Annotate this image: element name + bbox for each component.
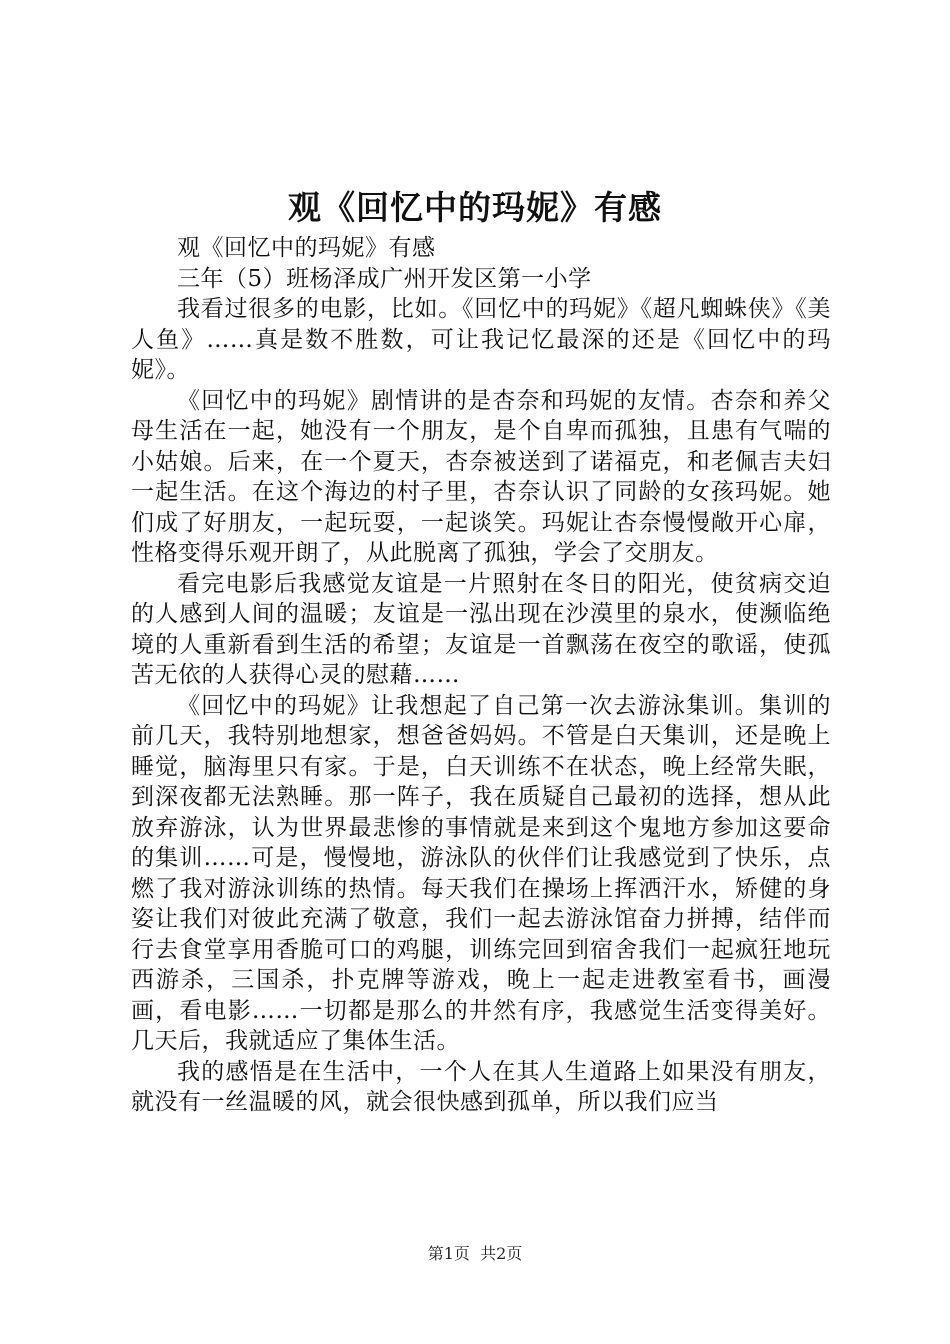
subtitle-paragraph: 观《回忆中的玛妮》有感 [177,235,436,261]
body-paragraph: 我的感悟是在生活中，一个人在其人生道路上如果没有朋友，就没有一丝温暖的风，就会很快感到孤单，所以我们应当 [131,1058,831,1115]
body-paragraph: 《回忆中的玛妮》剧情讲的是杏奈和玛妮的友情。杏奈和养父母生活在一起，她没有一个朋友，是个自卑而孤独，且患有气喘的小姑娘。后来，在一个夏天，杏奈被送到了诺福克，和老佩吉夫妇一起生活。在这个海边的村子里，杏奈认识了同龄的女孩玛妮。她们成了好朋友，一起玩耍，一起谈笑。玛妮让杏奈慢慢敞开心扉，性格变得乐观开朗了，从此脱离了孤独，学会了交朋友。 [131,387,831,566]
document-body [131,233,831,1118]
body-paragraph: 看完电影后我感觉友谊是一片照射在冬日的阳光，使贫病交迫的人感到人间的温暖；友谊是一泓出现在沙漠里的泉水，使濒临绝境的人重新看到生活的希望；友谊是一首飘荡在夜空的歌谣，使孤苦无依的人获得心灵的慰藉…… [131,570,831,688]
body-paragraph: 《回忆中的玛妮》让我想起了自己第一次去游泳集训。集训的前几天，我特别地想家，想爸爸妈妈。不管是白天集训，还是晚上睡觉，脑海里只有家。于是，白天训练不在状态，晚上经常失眠，到深夜都无法熟睡。那一阵子，我在质疑自己最初的选择，想从此放弃游泳，认为世界最悲惨的事情就是来到这个鬼地方参加这要命的集训……可是，慢慢地，游泳队的伙伴们让我感觉到了快乐，点燃了我对游泳训练的热情。每天我们在操场上挥洒汗水，矫健的身姿让我们对彼此充满了敬意，我们一起去游泳馆奋力拼搏，结伴而行去食堂享用香脆可口的鸡腿，训练完回到宿舍我们一起疯狂地玩西游杀，三国杀，扑克牌等游戏，晚上一起走进教室看书，画漫画，看电影……一切都是那么的井然有序，我感觉生活变得美好。几天后，我就适应了集体生活。 [131,692,831,1054]
page-number-label: 第1页 共2页 [427,1244,523,1263]
page-title: 观《回忆中的玛妮》有感 [288,188,662,227]
page-footer [0,1244,950,1264]
author-line: 三年（5）班杨泽成广州开发区第一小学 [177,265,592,292]
body-paragraph: 我看过很多的电影，比如。《回忆中的玛妮》《超凡蜘蛛侠》《美人鱼》……真是数不胜数，可让我记忆最深的还是《回忆中的玛妮》。 [131,296,831,383]
